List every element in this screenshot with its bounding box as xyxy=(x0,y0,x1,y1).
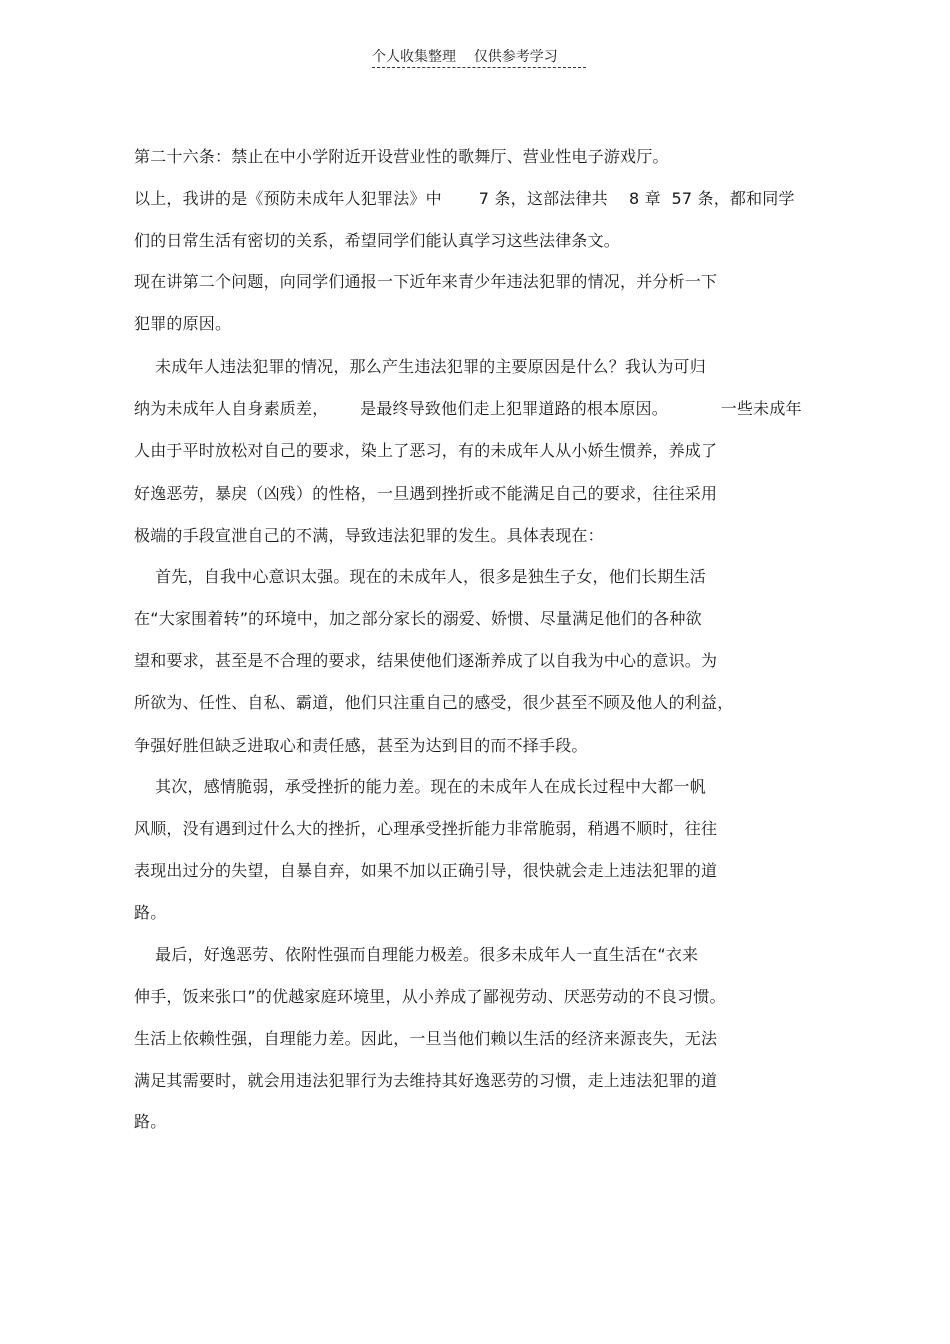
body-line: 最后，好逸恶劳、依附性强而自理能力极差。很多未成年人一直生活在“衣来 xyxy=(134,945,699,964)
body-line: 路。 xyxy=(134,1112,167,1131)
body-line: 首先，自我中心意识太强。现在的未成年人，很多是独生子女，他们长期生活 xyxy=(134,567,706,586)
body-line: 望和要求，甚至是不合理的要求，结果使他们逐渐养成了以自我为中心的意识。为 xyxy=(134,651,718,670)
body-line: 纳为未成年人自身素质差， 是最终导致他们走上犯罪道路的根本原因。 一些未成年 xyxy=(134,399,802,418)
body-line: 满足其需要时，就会用违法犯罪行为去维持其好逸恶劳的习惯，走上违法犯罪的道 xyxy=(134,1071,718,1090)
body-line: 伸手，饭来张口”的优越家庭环境里，从小养成了鄙视劳动、厌恶劳动的不良习惯。 xyxy=(134,987,726,1006)
body-line: 以上，我讲的是《预防未成年人犯罪法》中 7 条，这部法律共 8 章 57 条，都和同学 xyxy=(134,189,795,208)
body-line: 生活上依赖性强，自理能力差。因此，一旦当他们赖以生活的经济来源丧失，无法 xyxy=(134,1029,718,1048)
body-line: 路。 xyxy=(134,903,167,922)
body-line: 们的日常生活有密切的关系，希望同学们能认真学习这些法律条文。 xyxy=(134,231,621,250)
body-line: 好逸恶劳，暴戾（凶残）的性格，一旦遇到挫折或不能满足自己的要求，往往采用 xyxy=(134,484,718,503)
body-line: 犯罪的原因。 xyxy=(134,314,232,333)
body-line: 所欲为、任性、自私、霸道，他们只注重自己的感受，很少甚至不顾及他人的利益， xyxy=(134,693,734,712)
body-line: 其次，感情脆弱，承受挫折的能力差。现在的未成年人在成长过程中大都一帆 xyxy=(134,777,706,796)
body-line: 风顺，没有遇到过什么大的挫折，心理承受挫折能力非常脆弱，稍遇不顺时，往往 xyxy=(134,819,718,838)
body-line: 人由于平时放松对自己的要求，染上了恶习，有的未成年人从小娇生惯养，养成了 xyxy=(134,441,718,460)
body-line: 在“大家围着转”的环境中，加之部分家长的溺爱、娇惯、尽量满足他们的各种欲 xyxy=(134,609,702,628)
body-line: 未成年人违法犯罪的情况，那么产生违法犯罪的主要原因是什么？我认为可归 xyxy=(134,357,706,376)
body-line: 现在讲第二个问题，向同学们通报一下近年来青少年违法犯罪的情况，并分析一下 xyxy=(134,272,718,291)
body-line: 第二十六条：禁止在中小学附近开设营业性的歌舞厅、营业性电子游戏厅。 xyxy=(134,147,669,166)
header-rule xyxy=(372,67,586,68)
body-line: 极端的手段宣泄自己的不满，导致违法犯罪的发生。具体表现在： xyxy=(134,526,604,545)
body-line: 表现出过分的失望，自暴自弃，如果不加以正确引导，很快就会走上违法犯罪的道 xyxy=(134,861,718,880)
body-line: 争强好胜但缺乏进取心和责任感，甚至为达到目的而不择手段。 xyxy=(134,736,588,755)
page-header: 个人收集整理 仅供参考学习 xyxy=(372,49,558,65)
